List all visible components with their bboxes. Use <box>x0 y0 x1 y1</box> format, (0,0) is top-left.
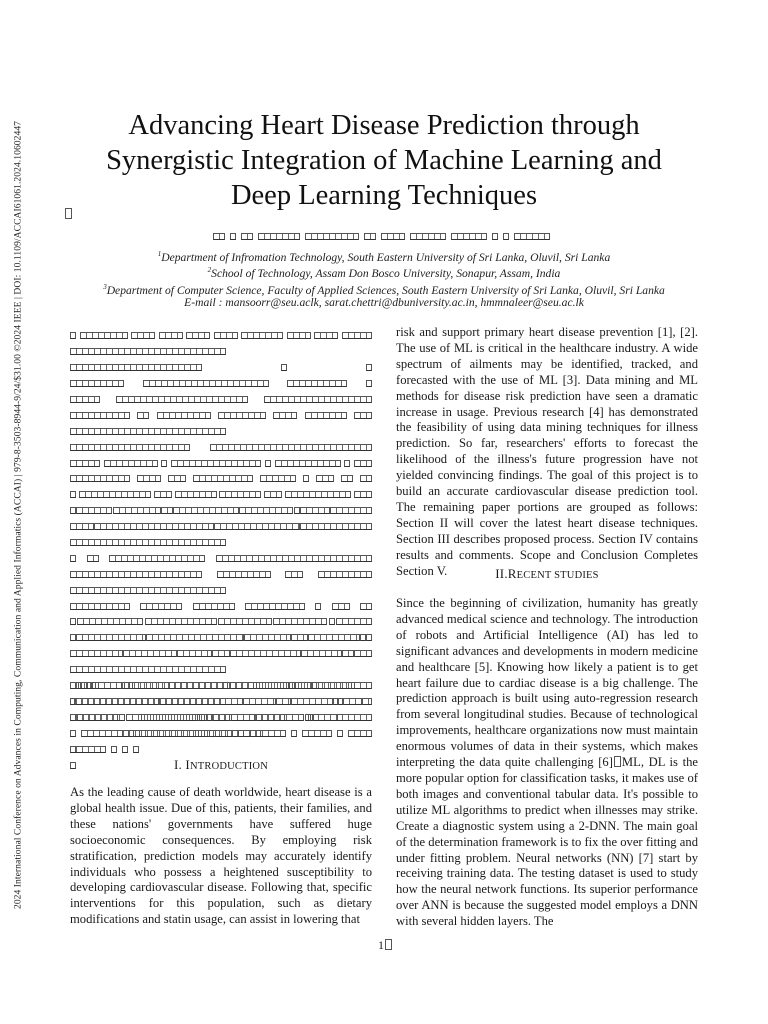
garbled-text-line <box>70 566 372 582</box>
garbled-text-line <box>70 439 372 455</box>
garbled-text-line <box>70 550 372 566</box>
garbled-text-line <box>70 662 372 678</box>
title-line: Advancing Heart Disease Prediction through <box>128 110 640 141</box>
title-line: Deep Learning Techniques <box>230 180 538 211</box>
garbled-text-line <box>70 487 372 503</box>
garbled-text-line <box>70 582 372 598</box>
section-heading-introduction: I. INTRODUCTION <box>174 757 268 772</box>
garbled-text-line <box>70 503 372 519</box>
recent-studies-text: Since the beginning of civilization, humanity has greatly advanced medical science and technology. The introduction of robots and Artificial Intelligence (AI) has led to significant advances and developments in modern medicine and healthcare [5]. Knowing how likely a patient is to get heart failure due to cardiac disease is a big challenge. The prediction approach is built using auto-regression research from several longitudinal studies. Because of technological improvements, healthcare organizations now must maintain enormous volumes of data in their systems, which makes interpreting the data quite challenging [6] ML, DL is the more popular option for classification tasks, it makes use of both images and conventional tabular data. It's possible to utilize ML algorithms to predict when illnesses may strike. Create a diagnostic system using a 2-DNN. The main goal of the determination framework is to fix the over fitting and under fitting problem. Neural networks (NN) [7] start by receiving training data. The testing dataset is used to study how the neural network functions. Its superior performance over ANN is because the suggested model employs a DNN with several hidden layers. The <box>396 596 698 929</box>
garbled-text-line <box>70 614 372 630</box>
missing-glyph-marker <box>64 208 73 221</box>
garbled-text-line <box>70 360 372 376</box>
garbled-text-line <box>0 229 768 245</box>
affiliation-2: $^2$School of Technology, Assam Don Bosco University, Sonapur, Assam, India <box>207 266 561 281</box>
garbled-text-line <box>70 328 372 344</box>
garbled-text-line <box>70 678 372 694</box>
author-emails: E-mail : mansoorr@seu.aclk, sarat.chettri@dbuniversity.ac.in, hmmnaleer@seu.ac.lk <box>184 296 584 309</box>
affiliations <box>60 248 708 297</box>
missing-glyph <box>614 756 621 767</box>
page-number: 1 <box>378 938 393 953</box>
garbled-text-line <box>70 726 372 742</box>
author-names-garbled <box>0 229 768 245</box>
section-heading-recent-studies: II.RECENT STUDIES <box>495 566 599 581</box>
citation-text: 2024 International Conference on Advances in Computing, Communication and Applied Informatics (ACCAI) | 979-8-3503-8944-9/24/$31.00 ©2024 IEEE | DOI: 10.1109/ACCAI61061.2024.10602447 <box>12 120 24 910</box>
garbled-text-line <box>70 471 372 487</box>
title-line: Synergistic Integration of Machine Learning and <box>106 145 662 176</box>
garbled-text-line <box>70 535 372 551</box>
garbled-text-line <box>70 598 372 614</box>
introduction-text-right: risk and support primary heart disease prevention [1], [2]. The use of ML is critical in the healthcare industry. A wide spectrum of ailments may be identified, tracked, and forecasted with the use of ML [3]. Data mining and ML methods for disease risk prediction have seen a dramatic increase in usage. Previous research [4] has demonstrated the feasibility of using data mining techniques for illness prediction. So far, researchers' efforts to forecast the likelihood of the illness's future progression have not yielded convincing findings. The goal of this project is to build an accurate cardiovascular disease prediction tool. The remaining paper portions are grouped as follows: Section II will cover the latest heart disease techniques. Section III describes proposed process. Section IV contains results and comments. Scope and Conclusion Completes Section V. <box>396 325 698 578</box>
garbled-text-line <box>70 407 372 423</box>
garbled-text-line <box>70 694 372 710</box>
garbled-text-line <box>70 376 372 392</box>
garbled-text-line <box>70 742 372 758</box>
affiliation-1: $^1$Department of Infromation Technology, South Eastern University of Sri Lanka, Oluvil, Sri Lanka <box>157 250 611 264</box>
missing-glyph <box>385 939 392 950</box>
garbled-text-line <box>70 646 372 662</box>
garbled-text-line <box>70 392 372 408</box>
paper-title <box>60 108 708 213</box>
garbled-text-line <box>70 710 372 726</box>
garbled-text-line <box>70 344 372 360</box>
introduction-text-left: As the leading cause of death worldwide, heart disease is a global health issue. Due of this, patients, their families, and these nations' governments have suffered huge socioeconomic consequences. By employing risk stratification, prediction models may accurately identify individuals who possess a heightened susceptibility to developing cardiovascular disease. Following that, specific interventions for this population, such as dietary modifications and statin usage, can assist in lowering that <box>70 785 372 927</box>
garbled-text-line <box>70 423 372 439</box>
garbled-text-line <box>70 519 372 535</box>
affiliation-3: $^3$Department of Computer Science, Faculty of Applied Sciences, South Eastern University of Sri Lanka, Oluvil, Sri Lanka <box>103 282 665 297</box>
garbled-text-line <box>70 630 372 646</box>
garbled-text-line <box>70 455 372 471</box>
